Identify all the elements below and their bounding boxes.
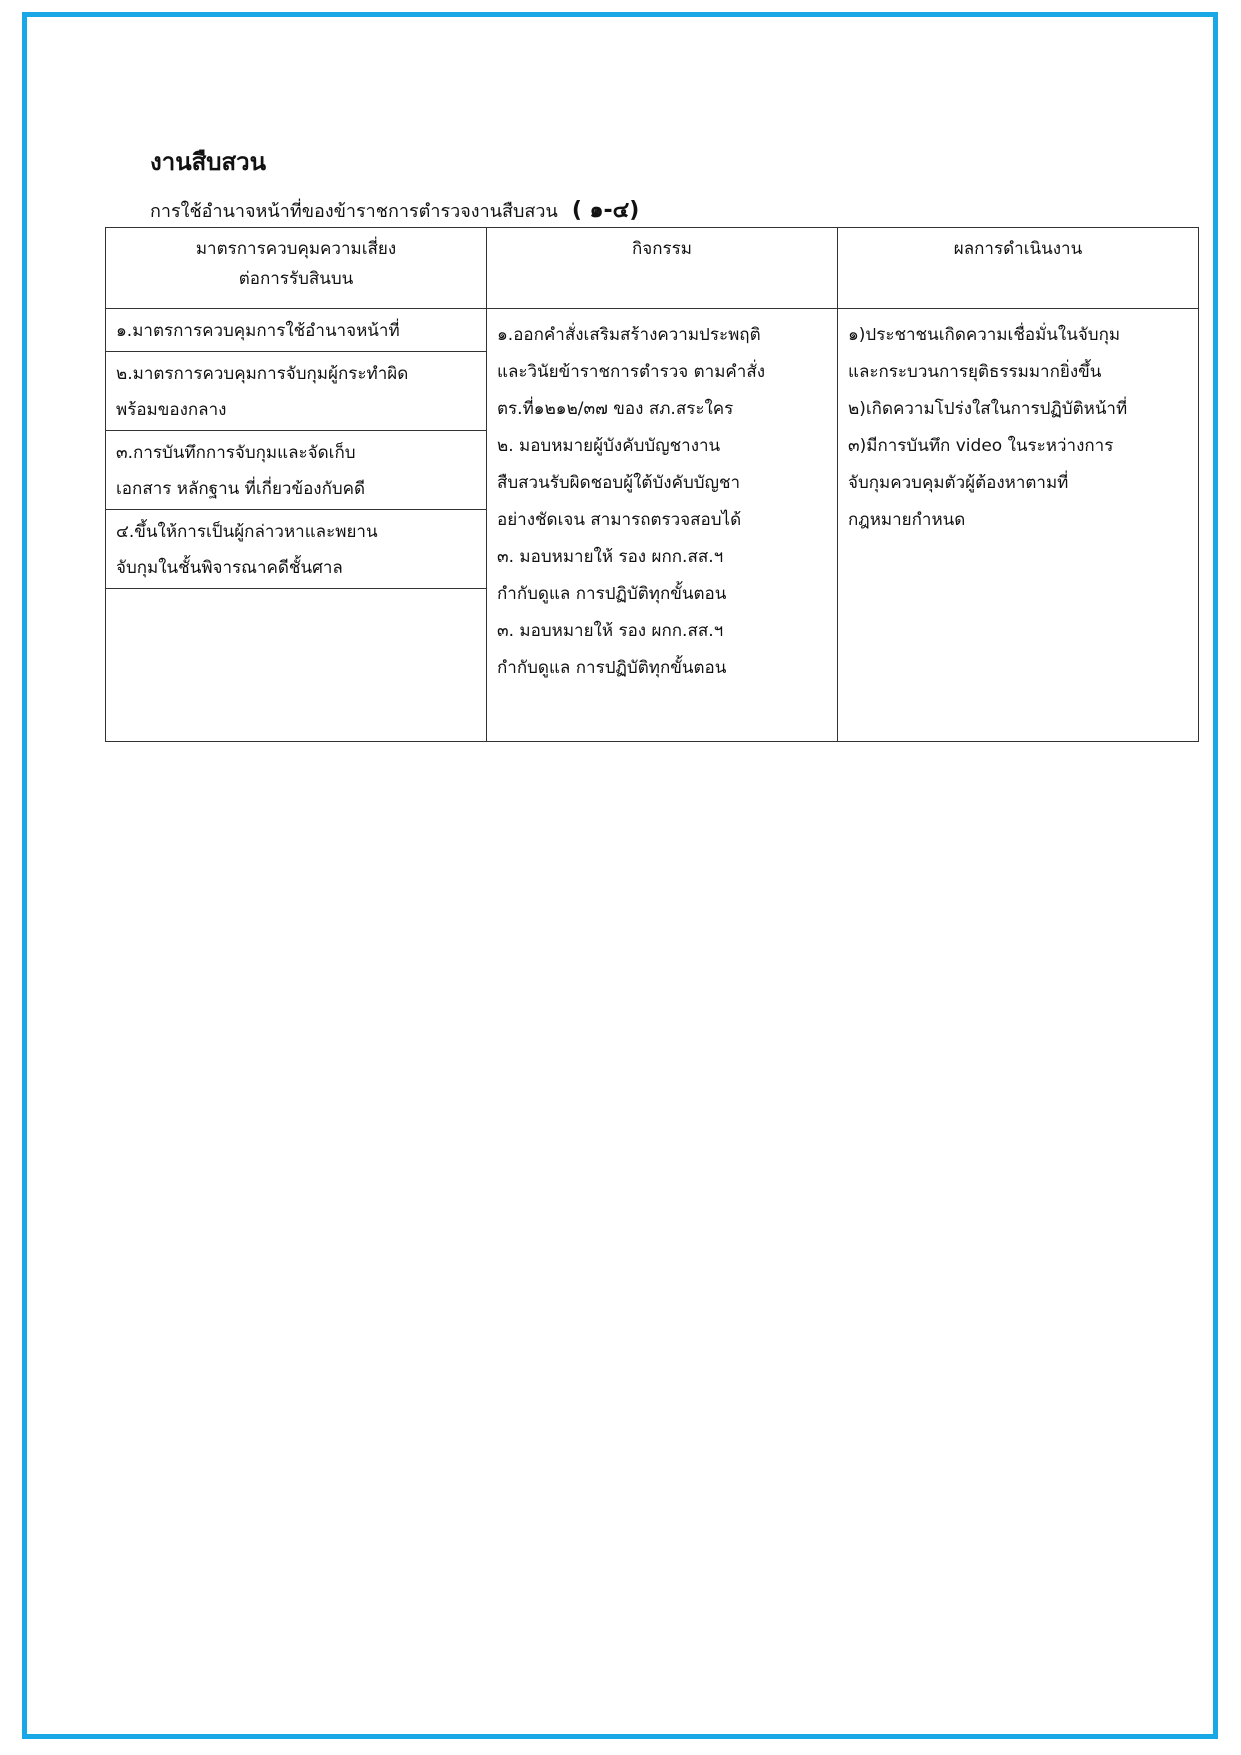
measure-4-line-2: จับกุมในชั้นพิจารณาคดีชั้นศาล (116, 558, 343, 578)
activity-line: กำกับดูแล การปฏิบัติทุกขั้นตอน (497, 658, 727, 678)
measure-3-line-2: เอกสาร หลักฐาน ที่เกี่ยวข้องกับคดี (116, 479, 366, 499)
results-cell (838, 309, 1199, 742)
measure-2-line-2: พร้อมของกลาง (116, 400, 227, 420)
measure-item-empty (106, 589, 486, 741)
subtitle-text: การใช้อำนาจหน้าที่ของข้าราชการตำรวจงานสืบสวน (150, 201, 558, 222)
measure-2-line-1: ๒.มาตรการควบคุมการจับกุมผู้กระทำผิด (116, 364, 409, 384)
result-line: และกระบวนการยุติธรรมมากยิ่งขึ้น (848, 362, 1102, 382)
result-line: ๑)ประชาชนเกิดความเชื่อมั่นในจับกุม (848, 325, 1121, 345)
result-line: จับกุมควบคุมตัวผู้ต้องหาตามที่ (848, 473, 1069, 493)
measure-item-3 (106, 431, 486, 510)
measure-1-line-1: ๑.มาตรการควบคุมการใช้อำนาจหน้าที่ (116, 321, 400, 341)
table-header-row (106, 228, 1199, 309)
activity-line: ตร.ที่๑๒๑๒/๓๗ ของ สภ.สระใคร (497, 399, 734, 419)
activities-cell (487, 309, 838, 742)
header-activities-label: กิจกรรม (631, 239, 692, 259)
measure-item-2 (106, 352, 486, 431)
activity-line: ๑.ออกคำสั่งเสริมสร้างความประพฤติ (497, 325, 761, 345)
activity-line: อย่างชัดเจน สามารถตรวจสอบได้ (497, 510, 742, 530)
section-title: งานสืบสวน (150, 148, 267, 176)
header-activities (487, 228, 838, 309)
header-measures (106, 228, 487, 309)
measures-cell (106, 309, 487, 742)
activity-line: กำกับดูแล การปฏิบัติทุกขั้นตอน (497, 584, 727, 604)
activity-line: และวินัยข้าราชการตำรวจ ตามคำสั่ง (497, 362, 765, 382)
measure-item-1 (106, 309, 486, 352)
subtitle-range: ( ๑-๔) (571, 198, 640, 223)
measure-4-line-1: ๔.ขึ้นให้การเป็นผู้กล่าวหาและพยาน (116, 522, 378, 542)
risk-measures-table (105, 227, 1199, 742)
activity-line: สืบสวนรับผิดชอบผู้ใต้บังคับบัญชา (497, 473, 741, 493)
activity-line: ๒. มอบหมายผู้บังคับบัญชางาน (497, 436, 721, 456)
measure-3-line-1: ๓.การบันทึกการจับกุมและจัดเก็บ (116, 443, 356, 463)
result-line: ๒)เกิดความโปร่งใสในการปฏิบัติหน้าที่ (848, 399, 1128, 419)
section-subtitle (150, 192, 639, 227)
measure-item-4 (106, 510, 486, 589)
result-line: ๓)มีการบันทึก video ในระหว่างการ (848, 436, 1114, 456)
header-results-label: ผลการดำเนินงาน (953, 239, 1083, 259)
header-results (838, 228, 1199, 309)
table-row (106, 309, 1199, 742)
activity-line: ๓. มอบหมายให้ รอง ผกก.สส.ฯ (497, 621, 724, 641)
header-measures-line2: ต่อการรับสินบน (238, 269, 354, 289)
header-measures-line1: มาตรการควบคุมความเสี่ยง (195, 239, 397, 259)
result-line: กฎหมายกำหนด (848, 510, 966, 530)
activity-line: ๓. มอบหมายให้ รอง ผกก.สส.ฯ (497, 547, 724, 567)
